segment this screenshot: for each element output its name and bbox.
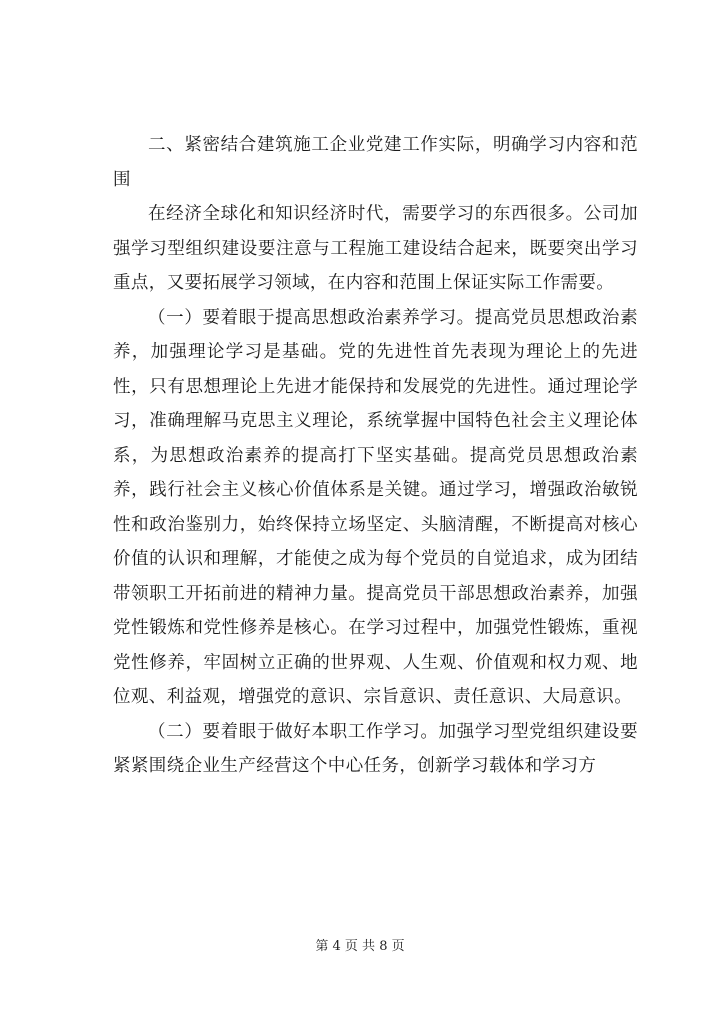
paragraph-item-2: （二）要着眼于做好本职工作学习。加强学习型党组织建设要紧紧围绕企业生产经营这个中心任务，创新学习载体和学习方 (113, 721, 638, 776)
paragraph-intro: 在经济全球化和知识经济时代，需要学习的东西很多。公司加强学习型组织建设要注意与工程施工建设结合起来，既要突出学习重点，又要拓展学习领域，在内容和范围上保证实际工作需要。 (113, 204, 638, 293)
paragraph-item-1: （一）要着眼于提高思想政治素养学习。提高党员思想政治素养，加强理论学习是基础。党的先进性首先表现为理论上的先进性，只有思想理论上先进才能保持和发展党的先进性。通过理论学习，准确理解马克思主义理论，系统掌握中国特色社会主义理论体系，为思想政治素养的提高打下坚实基础。提高党员思想政治素养，践行社会主义核心价值体系是关键。通过学习，增强政治敏锐性和政治鉴别力，始终保持立场坚定、头脑清醒，不断提高对核心价值的认识和理解，才能使之成为每个党员的自觉追求，成为团结带领职工开拓前进的精神力量。提高党员干部思想政治素养，加强党性锻炼和党性修养是核心。在学习过程中，加强党性锻炼，重视党性修养，牢固树立正确的世界观、人生观、价值观和权力观、地位观、利益观，增强党的意识、宗旨意识、责任意识、大局意识。 (113, 307, 638, 707)
document-body (113, 128, 638, 784)
section-heading: 二、紧密结合建筑施工企业党建工作实际，明确学习内容和范围 (113, 135, 638, 190)
page-number-footer: 第 4 页 共 8 页 (315, 939, 405, 954)
